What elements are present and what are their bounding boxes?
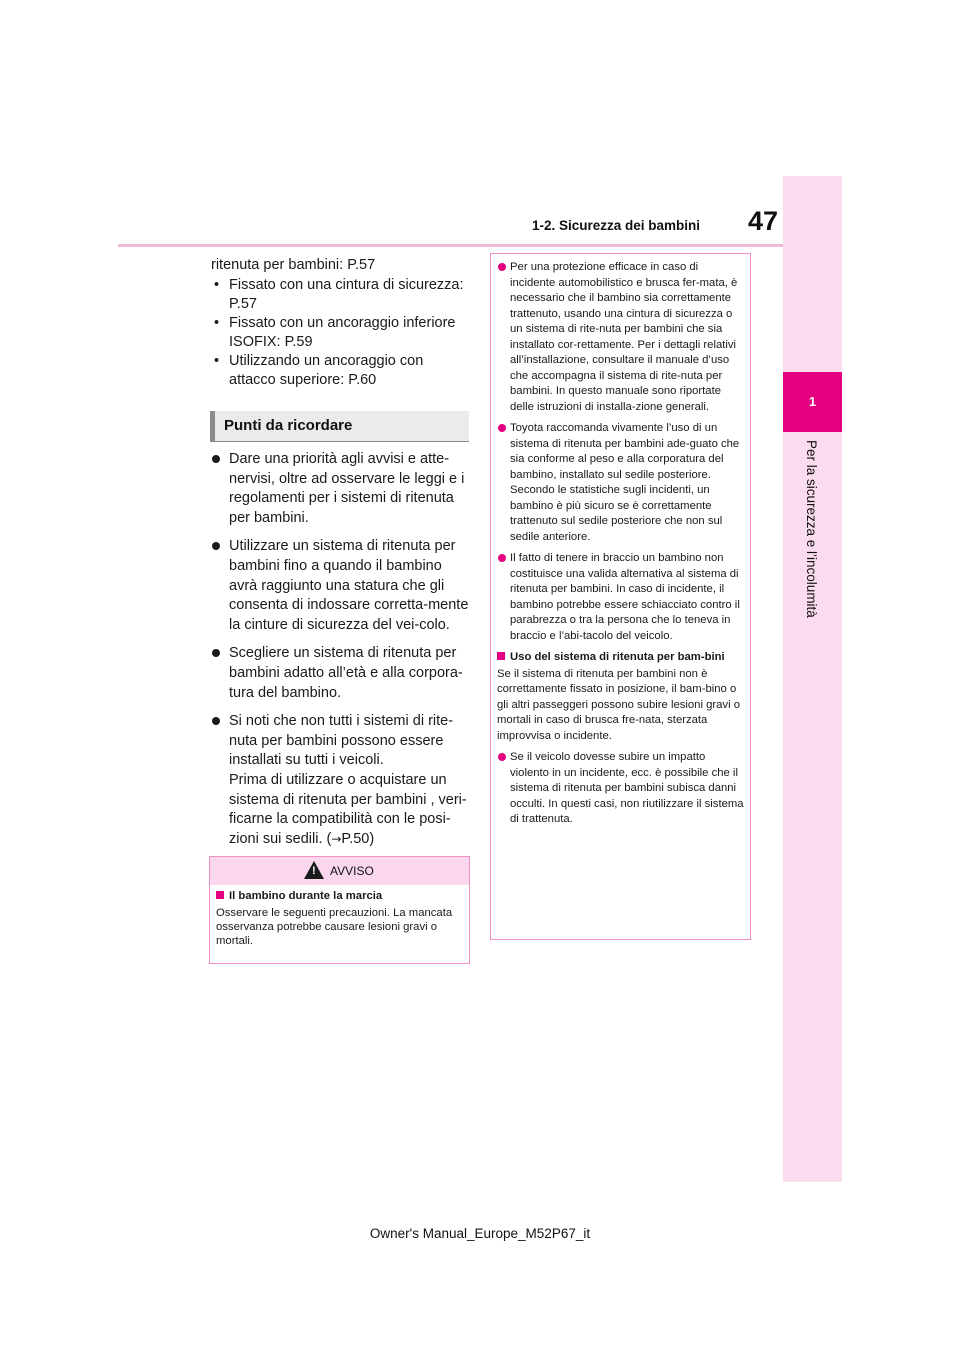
chapter-side-strip — [783, 176, 842, 1182]
intro-bullet-text: Fissato con una cintura di sicurezza: P.57 — [229, 277, 464, 312]
page-number: 47 — [747, 206, 778, 236]
intro-bullet: • Fissato con un ancoraggio inferiore ISOFIX: P.59 — [214, 315, 456, 350]
remember-heading-text: Punti da ricordare — [224, 417, 353, 434]
note-paragraph: Se il sistema di ritenuta per bambini non è correttamente fissato in posizione, il bam-bino o gli altri passeggeri possono subire lesioni gravi o mortali in caso di brusca fre-nata, sterzata improvvisa o incidente. — [497, 667, 741, 742]
chapter-number-tab: 1 — [783, 372, 842, 432]
intro-bullet: • Utilizzando un ancoraggio con attacco superiore: P.60 — [214, 353, 424, 388]
chapter-title-vertical: Per la sicurezza e l’incolumità — [804, 440, 819, 618]
square-bullet-icon — [216, 891, 224, 899]
heading-bar — [210, 411, 215, 441]
page-reference-link[interactable]: P.50) — [341, 830, 375, 847]
warning-title: AVVISO — [330, 864, 374, 878]
pink-bullet-icon — [498, 424, 506, 432]
remember-point: Scegliere un sistema di ritenuta per bambini adatto all’età e alla corpora-tura del bambino. — [211, 644, 469, 703]
note-subheading: Uso del sistema di ritenuta per bam-bini — [497, 650, 745, 666]
notes-content — [497, 260, 745, 834]
warning-body — [216, 889, 464, 948]
pink-bullet-icon — [498, 554, 506, 562]
note-item: Per una protezione efficace in caso di incidente automobilistico e brusca fer-mata, è necessario che il bambino sia correttamente trattenuto, usando una cintura di sicurezza o un sistema di rite-nuta per bambini che sia installato cor-rettamente. Per i dettagli relativi all’installazione, consultare il manuale d’uso che accompagna il sistema di rite-nuta per bambini. In questo manuale sono riportate delle istruzioni di installa-zione generali. — [497, 260, 745, 415]
intro-bullet: • Fissato con una cintura di sicurezza: P.57 — [214, 277, 464, 312]
intro-section — [211, 256, 471, 390]
bullet-dot-icon — [212, 717, 220, 725]
bullet-dot-icon — [212, 649, 220, 657]
intro-bullet-text: Fissato con un ancoraggio inferiore ISOFIX: P.59 — [229, 315, 456, 350]
point-paragraph: Prima di utilizzare o acquistare un sistema di ritenuta per bambini , veri-ficarne la compatibilità con le posi-zioni sui sedili. (→P.50) — [229, 771, 467, 847]
pink-bullet-icon — [498, 263, 506, 271]
arrow-right-icon: → — [331, 831, 342, 846]
remember-heading — [210, 411, 469, 442]
pink-bullet-icon — [498, 753, 506, 761]
intro-bullet-text: Utilizzando un ancoraggio con attacco superiore: P.60 — [229, 353, 424, 388]
warning-triangle-icon: ! — [304, 861, 324, 879]
warning-text: Osservare le seguenti precauzioni. La mancata osservanza potrebbe causare lesioni gravi o mortali. — [216, 907, 453, 947]
bullet-dot-icon — [212, 455, 220, 463]
footer-text: Owner's Manual_Europe_M52P67_it — [369, 1226, 591, 1241]
note-item: Il fatto di tenere in braccio un bambino non costituisce una valida alternativa al sistema di ritenuta per bambini. In caso di incidente, il bambino potrebbe essere schiacciato contro il parabrezza o tra la persona che lo teneva in braccio e l’abi-tacolo del veicolo. — [497, 551, 745, 644]
bullet-dot-icon — [212, 542, 220, 550]
remember-points — [211, 450, 469, 858]
intro-line: ritenuta per bambini: P.57 — [211, 257, 376, 273]
note-item: Se il veicolo dovesse subire un impatto violento in un incidente, ecc. è possibile che il sistema di ritenuta per bambini subisca danni occulti. In questi casi, non riutilizzare il sistema di trattenuta. — [497, 750, 745, 828]
warning-subtitle: Il bambino durante la marcia — [216, 889, 464, 903]
point-paragraph: Si noti che non tutti i sistemi di rite-nuta per bambini possono essere installati su tutti i veicoli. — [229, 713, 454, 769]
remember-point: Utilizzare un sistema di ritenuta per bambini fino a quando il bambino avrà raggiunto una statura che gli consenta di indossare corretta-mente la cinture di sicurezza del vei-colo. — [211, 537, 469, 635]
remember-point — [211, 712, 469, 849]
warning-box — [209, 856, 470, 964]
remember-point: Dare una priorità agli avvisi e atte-nervisi, oltre ad osservare le leggi e i regolamenti per i sistemi di ritenuta per bambini. — [211, 450, 469, 528]
warning-header — [210, 857, 469, 885]
square-bullet-icon — [497, 652, 505, 660]
notes-panel — [490, 253, 751, 940]
note-item: Toyota raccomanda vivamente l’uso di un sistema di ritenuta per bambini ade-guato che sia conforme al peso e alla corporatura del bambino, installato sul sedile posteriore. Secondo le statistiche sugli incidenti, un bambino è più sicuro se è correttamente trattenuto sul sedile posteriore che non sul sedile anteriore. — [497, 421, 745, 545]
section-title: 1-2. Sicurezza dei bambini — [531, 218, 700, 233]
header-rule — [118, 244, 783, 247]
